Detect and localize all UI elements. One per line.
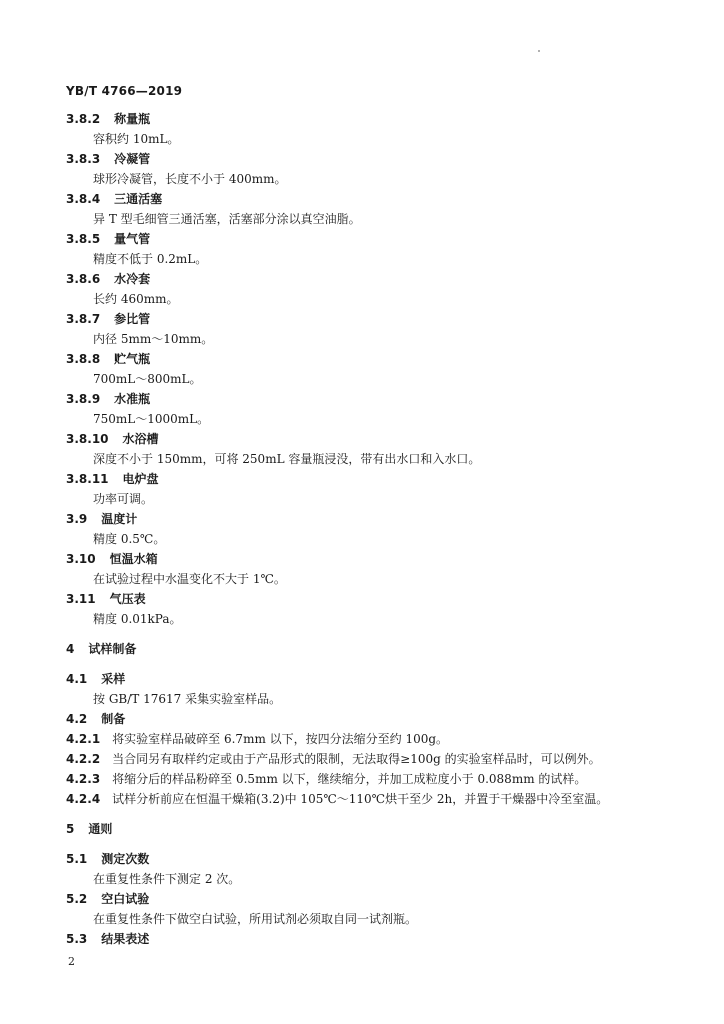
- section-title: 制备: [101, 712, 126, 726]
- body-text: 异 T 型毛细管三通活塞，活塞部分涂以真空油脂。: [93, 212, 361, 226]
- section-heading: [66, 821, 112, 837]
- section-title: 通则: [88, 822, 113, 836]
- body-text: 深度不小于 150mm，可将 250mL 容量瓶浸没，带有出水口和入水口。: [93, 452, 481, 466]
- section-title: 温度计: [101, 512, 138, 526]
- section-title: 采样: [101, 672, 126, 686]
- section-number: 3.8.2: [66, 112, 101, 126]
- section-number: 5.2: [66, 892, 88, 906]
- section-title: 冷凝管: [114, 152, 151, 166]
- section-number: 5.3: [66, 932, 88, 946]
- section-heading: [66, 671, 125, 687]
- section-title: 水冷套: [114, 272, 151, 286]
- section-heading: [66, 711, 125, 727]
- section-heading: [66, 851, 149, 867]
- section-heading: [66, 151, 150, 167]
- paragraph-text: 当合同另有取样约定或由于产品形式的限制，无法取得≥100g 的实验室样品时，可以例外。: [112, 752, 601, 766]
- section-heading: [66, 431, 159, 447]
- section-heading: [66, 591, 146, 607]
- section-title: 电炉盘: [122, 472, 159, 486]
- section-heading: [66, 551, 158, 567]
- section-heading: [66, 511, 137, 527]
- page-number: 2: [68, 955, 75, 968]
- section-title: 贮气瓶: [114, 352, 151, 366]
- section-heading: [66, 191, 162, 207]
- section-number: 3.8.9: [66, 392, 101, 406]
- section-heading: [66, 271, 150, 287]
- body-text: 在试验过程中水温变化不大于 1℃。: [93, 572, 286, 586]
- section-number: 3.8.6: [66, 272, 101, 286]
- body-text: 长约 460mm。: [93, 292, 179, 306]
- section-heading: [66, 111, 150, 127]
- section-title: 结果表述: [101, 932, 150, 946]
- section-title: 三通活塞: [114, 192, 163, 206]
- body-text: 精度 0.01kPa。: [93, 612, 182, 626]
- section-number: 4: [66, 642, 75, 656]
- paragraph-number: 4.2.1: [66, 732, 101, 746]
- numbered-paragraph: [66, 771, 586, 787]
- paragraph-number: 4.2.2: [66, 752, 101, 766]
- section-title: 称量瓶: [114, 112, 151, 126]
- body-text: 容积约 10mL。: [93, 132, 180, 146]
- section-number: 3.8.5: [66, 232, 101, 246]
- body-text: 精度不低于 0.2mL。: [93, 252, 208, 266]
- section-heading: [66, 891, 149, 907]
- section-heading: [66, 641, 136, 657]
- body-text: 精度 0.5℃。: [93, 532, 166, 546]
- section-heading: [66, 231, 150, 247]
- body-text: 球形冷凝管，长度不小于 400mm。: [93, 172, 287, 186]
- section-number: 3.11: [66, 592, 96, 606]
- body-text: 750mL～1000mL。: [93, 412, 210, 426]
- section-number: 4.2: [66, 712, 88, 726]
- section-heading: [66, 351, 150, 367]
- paragraph-text: 将缩分后的样品粉碎至 0.5mm 以下，继续缩分，并加工成粒度小于 0.088mm 的试样。: [112, 772, 587, 786]
- paragraph-number: 4.2.4: [66, 792, 101, 806]
- section-number: 5: [66, 822, 75, 836]
- body-text: 在重复性条件下做空白试验，所用试剂必须取自同一试剂瓶。: [93, 912, 418, 926]
- section-heading: [66, 471, 159, 487]
- body-text: 功率可调。: [93, 492, 154, 506]
- body-text: 内径 5mm～10mm。: [93, 332, 214, 346]
- section-title: 空白试验: [101, 892, 150, 906]
- numbered-paragraph: [66, 791, 608, 807]
- section-number: 3.9: [66, 512, 88, 526]
- body-text: 在重复性条件下测定 2 次。: [93, 872, 241, 886]
- section-number: 3.8.4: [66, 192, 101, 206]
- section-title: 测定次数: [101, 852, 150, 866]
- section-title: 量气管: [114, 232, 151, 246]
- section-heading: [66, 931, 149, 947]
- numbered-paragraph: [66, 731, 448, 747]
- section-title: 水浴槽: [122, 432, 159, 446]
- section-number: 3.8.8: [66, 352, 101, 366]
- section-number: 3.8.7: [66, 312, 101, 326]
- section-title: 气压表: [109, 592, 146, 606]
- section-title: 恒温水箱: [109, 552, 158, 566]
- section-number: 5.1: [66, 852, 88, 866]
- section-number: 4.1: [66, 672, 88, 686]
- paragraph-number: 4.2.3: [66, 772, 101, 786]
- section-number: 3.8.3: [66, 152, 101, 166]
- document-code-header: YB/T 4766—2019: [66, 84, 183, 98]
- body-text: 按 GB/T 17617 采集实验室样品。: [93, 692, 282, 706]
- paragraph-text: 试样分析前应在恒温干燥箱(3.2)中 105℃～110℃烘干至少 2h，并置于干燥器中冷至室温。: [112, 792, 609, 806]
- section-title: 参比管: [114, 312, 151, 326]
- numbered-paragraph: [66, 751, 601, 767]
- section-number: 3.10: [66, 552, 96, 566]
- body-text: 700mL～800mL。: [93, 372, 202, 386]
- paragraph-text: 将实验室样品破碎至 6.7mm 以下，按四分法缩分至约 100g。: [112, 732, 449, 746]
- section-number: 3.8.10: [66, 432, 109, 446]
- section-number: 3.8.11: [66, 472, 109, 486]
- section-heading: [66, 391, 150, 407]
- scan-speck: [538, 50, 540, 52]
- section-title: 试样制备: [88, 642, 137, 656]
- section-title: 水准瓶: [114, 392, 151, 406]
- section-heading: [66, 311, 150, 327]
